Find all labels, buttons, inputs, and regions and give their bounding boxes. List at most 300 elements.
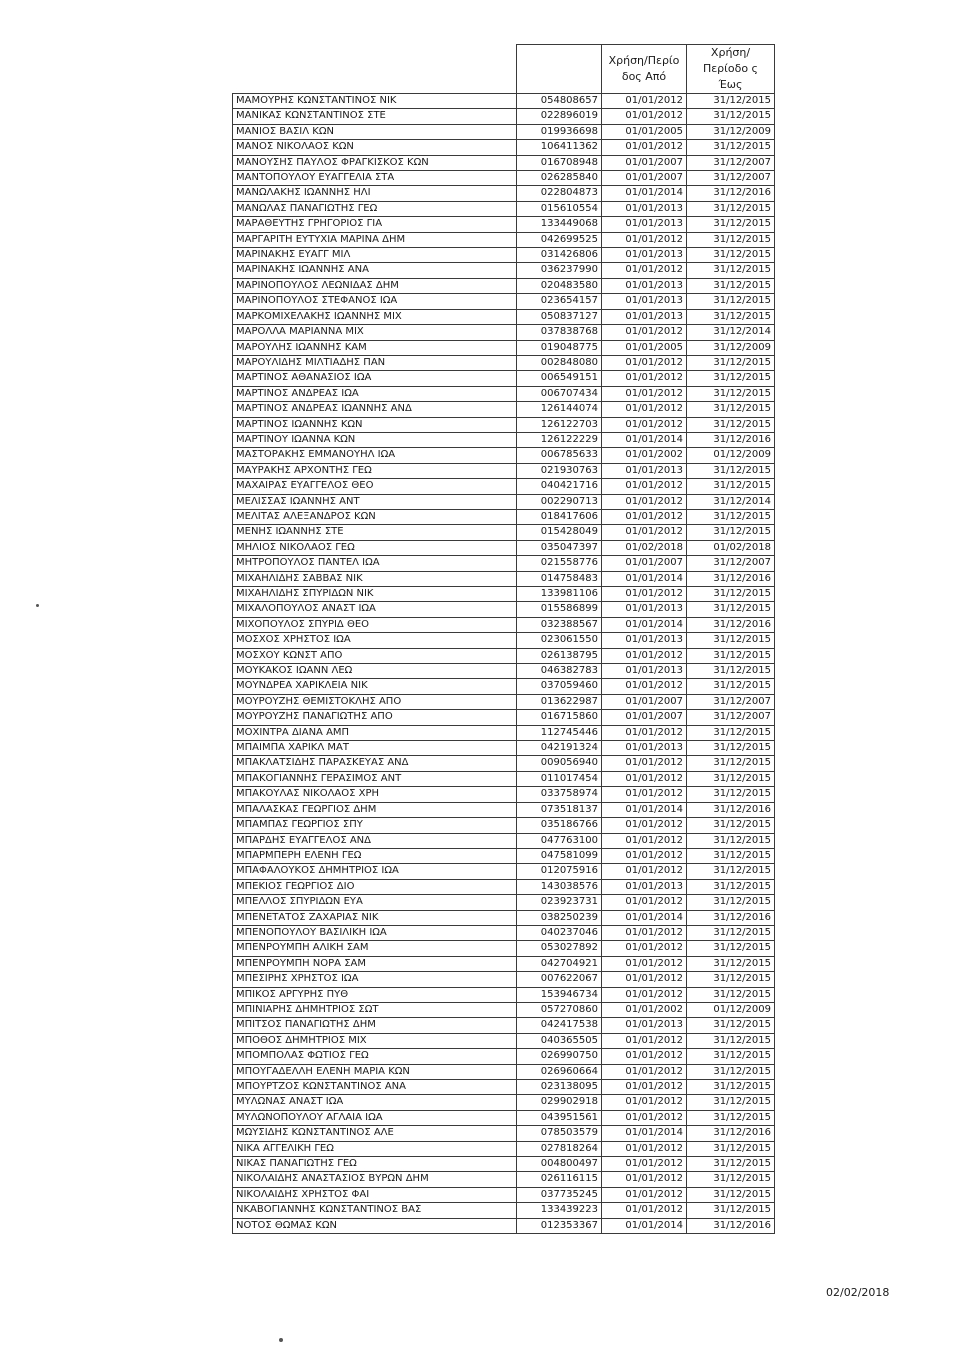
- period-to-cell: 31/12/2015: [687, 741, 775, 756]
- name-cell: ΜΟΧΙΝΤΡΑ ΔΙΑΝΑ ΑΜΠ: [233, 725, 517, 740]
- period-from-cell: 01/01/2013: [602, 294, 687, 309]
- name-cell: ΜΑΡΟΥΛΙΔΗΣ ΜΙΛΤΙΑΔΗΣ ΠΑΝ: [233, 355, 517, 370]
- period-from-cell: 01/01/2012: [602, 355, 687, 370]
- table-row: [233, 987, 775, 1002]
- table-row: [233, 1018, 775, 1033]
- period-from-cell: 01/01/2012: [602, 371, 687, 386]
- period-from-cell: 01/01/2012: [602, 109, 687, 124]
- name-cell: ΝΙΚΑ ΑΓΓΕΛΙΚΗ ΓΕΩ: [233, 1141, 517, 1156]
- table-row: [233, 1157, 775, 1172]
- name-cell: ΜΠΑΡΜΠΕΡΗ ΕΛΕΝΗ ΓΕΩ: [233, 848, 517, 863]
- table-row: [233, 309, 775, 324]
- name-cell: ΜΠΑΦΑΛΟΥΚΟΣ ΔΗΜΗΤΡΙΟΣ ΙΩΑ: [233, 864, 517, 879]
- table-row: [233, 818, 775, 833]
- code-cell: 035186766: [517, 818, 602, 833]
- name-cell: ΜΕΛΙΣΣΑΣ ΙΩΑΝΝΗΣ ΑΝΤ: [233, 494, 517, 509]
- table-row: [233, 895, 775, 910]
- code-cell: 012075916: [517, 864, 602, 879]
- code-cell: 047581099: [517, 848, 602, 863]
- table-row: [233, 1095, 775, 1110]
- table-row: [233, 833, 775, 848]
- table-row: [233, 263, 775, 278]
- period-from-cell: 01/01/2012: [602, 1049, 687, 1064]
- code-cell: 016708948: [517, 155, 602, 170]
- name-cell: ΝΚΑΒΟΓΙΑΝΝΗΣ ΚΩΝΣΤΑΝΤΙΝΟΣ ΒΑΣ: [233, 1203, 517, 1218]
- code-cell: 126122229: [517, 432, 602, 447]
- period-from-cell: 01/01/2013: [602, 664, 687, 679]
- code-cell: 021558776: [517, 556, 602, 571]
- period-from-cell: 01/01/2012: [602, 1064, 687, 1079]
- period-from-cell: 01/01/2014: [602, 1218, 687, 1233]
- period-from-cell: 01/01/2012: [602, 1172, 687, 1187]
- period-to-cell: 31/12/2015: [687, 94, 775, 109]
- period-to-cell: 31/12/2015: [687, 525, 775, 540]
- name-cell: ΜΑΡΤΙΝΟΣ ΙΩΑΝΝΗΣ ΚΩΝ: [233, 417, 517, 432]
- period-from-cell: 01/01/2014: [602, 910, 687, 925]
- code-cell: 006785633: [517, 448, 602, 463]
- period-to-cell: 31/12/2016: [687, 186, 775, 201]
- period-to-cell: 31/12/2015: [687, 371, 775, 386]
- period-to-cell: 31/12/2015: [687, 664, 775, 679]
- name-cell: ΜΑΥΡΑΚΗΣ ΑΡΧΟΝΤΗΣ ΓΕΩ: [233, 463, 517, 478]
- table-row: [233, 1080, 775, 1095]
- table-row: [233, 956, 775, 971]
- table-row: [233, 94, 775, 109]
- name-cell: ΜΕΛΙΤΑΣ ΑΛΕΞΑΝΔΡΟΣ ΚΩΝ: [233, 509, 517, 524]
- name-cell: ΜΠΕΝΕΤΑΤΟΣ ΖΑΧΑΡΙΑΣ ΝΙΚ: [233, 910, 517, 925]
- period-to-cell: 31/12/2015: [687, 956, 775, 971]
- period-to-cell: 31/12/2015: [687, 278, 775, 293]
- code-cell: 050837127: [517, 309, 602, 324]
- table-row: [233, 1126, 775, 1141]
- name-cell: ΜΠΑΡΔΗΣ ΕΥΑΓΓΕΛΟΣ ΑΝΔ: [233, 833, 517, 848]
- code-cell: 073518137: [517, 802, 602, 817]
- table-row: [233, 525, 775, 540]
- period-from-cell: 01/01/2012: [602, 679, 687, 694]
- name-cell: ΜΑΡΚΟΜΙΧΕΛΑΚΗΣ ΙΩΑΝΝΗΣ ΜΙΧ: [233, 309, 517, 324]
- table-row: [233, 186, 775, 201]
- period-to-cell: 31/12/2015: [687, 925, 775, 940]
- name-cell: ΝΟΤΟΣ ΘΩΜΑΣ ΚΩΝ: [233, 1218, 517, 1233]
- code-cell: 037059460: [517, 679, 602, 694]
- period-to-cell: 31/12/2015: [687, 1033, 775, 1048]
- code-cell: 040421716: [517, 479, 602, 494]
- period-from-cell: 01/01/2014: [602, 571, 687, 586]
- table-row: [233, 325, 775, 340]
- period-to-cell: 31/12/2015: [687, 417, 775, 432]
- period-from-cell: 01/01/2012: [602, 494, 687, 509]
- code-cell: 043951561: [517, 1110, 602, 1125]
- code-cell: 046382783: [517, 664, 602, 679]
- period-to-cell: 31/12/2015: [687, 818, 775, 833]
- period-from-cell: 01/01/2007: [602, 694, 687, 709]
- name-cell: ΜΠΑΚΟΥΛΑΣ ΝΙΚΟΛΑΟΣ ΧΡΗ: [233, 787, 517, 802]
- period-to-cell: 31/12/2015: [687, 679, 775, 694]
- period-to-cell: 31/12/2015: [687, 1064, 775, 1079]
- name-cell: ΜΑΡΙΝΟΠΟΥΛΟΣ ΣΤΕΦΑΝΟΣ ΙΩΑ: [233, 294, 517, 309]
- period-to-cell: 31/12/2015: [687, 1049, 775, 1064]
- period-from-cell: 01/01/2012: [602, 479, 687, 494]
- period-to-cell: 31/12/2015: [687, 201, 775, 216]
- name-cell: ΜΑΝΟΣ ΝΙΚΟΛΑΟΣ ΚΩΝ: [233, 140, 517, 155]
- name-cell: ΜΑΡΟΛΛΑ ΜΑΡΙΑΝΝΑ ΜΙΧ: [233, 325, 517, 340]
- period-from-cell: 01/01/2014: [602, 802, 687, 817]
- period-to-cell: 31/12/2015: [687, 1157, 775, 1172]
- table-row: [233, 1187, 775, 1202]
- code-cell: 035047397: [517, 540, 602, 555]
- code-cell: 027818264: [517, 1141, 602, 1156]
- name-cell: ΜΠΑΚΟΓΙΑΝΝΗΣ ΓΕΡΑΣΙΜΟΣ ΑΝΤ: [233, 771, 517, 786]
- table-row: [233, 756, 775, 771]
- name-cell: ΜΟΥΝΔΡΕΑ ΧΑΡΙΚΛΕΙΑ ΝΙΚ: [233, 679, 517, 694]
- name-cell: ΜΠΕΚΙΟΣ ΓΕΩΡΓΙΟΣ ΔΙΟ: [233, 879, 517, 894]
- table-row: [233, 633, 775, 648]
- name-cell: ΜΠΙΚΟΣ ΑΡΓΥΡΗΣ ΠΥΘ: [233, 987, 517, 1002]
- period-to-cell: 31/12/2015: [687, 479, 775, 494]
- period-to-cell: 31/12/2015: [687, 217, 775, 232]
- period-from-cell: 01/01/2013: [602, 633, 687, 648]
- period-to-cell: 31/12/2015: [687, 294, 775, 309]
- code-cell: 026960664: [517, 1064, 602, 1079]
- table-row: [233, 448, 775, 463]
- code-cell: 023061550: [517, 633, 602, 648]
- code-cell: 037735245: [517, 1187, 602, 1202]
- period-to-cell: 31/12/2015: [687, 509, 775, 524]
- document-date: 02/02/2018: [826, 1286, 890, 1299]
- period-to-cell: 31/12/2015: [687, 864, 775, 879]
- code-cell: 037838768: [517, 325, 602, 340]
- name-cell: ΜΟΥΚΑΚΟΣ ΙΩΑΝΝ ΛΕΩ: [233, 664, 517, 679]
- scan-speck: [279, 1338, 283, 1342]
- name-cell: ΜΑΡΑΘΕΥΤΗΣ ΓΡΗΓΟΡΙΟΣ ΓΙΑ: [233, 217, 517, 232]
- period-from-cell: 01/01/2005: [602, 340, 687, 355]
- code-cell: 002848080: [517, 355, 602, 370]
- period-from-cell: 01/01/2014: [602, 617, 687, 632]
- code-cell: 023654157: [517, 294, 602, 309]
- period-to-cell: 01/12/2009: [687, 1002, 775, 1017]
- period-from-cell: 01/01/2012: [602, 232, 687, 247]
- period-to-cell: 31/12/2015: [687, 309, 775, 324]
- code-cell: 042191324: [517, 741, 602, 756]
- table-row: [233, 556, 775, 571]
- period-from-cell: 01/01/2012: [602, 140, 687, 155]
- table-row: [233, 371, 775, 386]
- name-cell: ΜΠΙΤΣΟΣ ΠΑΝΑΓΙΩΤΗΣ ΔΗΜ: [233, 1018, 517, 1033]
- period-to-cell: 31/12/2007: [687, 710, 775, 725]
- code-cell: 023138095: [517, 1080, 602, 1095]
- table-row: [233, 217, 775, 232]
- table-row: [233, 648, 775, 663]
- table-row: [233, 417, 775, 432]
- table-row: [233, 155, 775, 170]
- code-cell: 007622067: [517, 972, 602, 987]
- name-cell: ΜΑΡΤΙΝΟΣ ΑΘΑΝΑΣΙΟΣ ΙΩΑ: [233, 371, 517, 386]
- period-from-cell: 01/01/2012: [602, 402, 687, 417]
- code-cell: 019936698: [517, 124, 602, 139]
- header-period-to: Χρήση/Περίοδο ς Έως: [687, 45, 775, 94]
- code-cell: 002290713: [517, 494, 602, 509]
- name-cell: ΜΠΑΙΜΠΑ ΧΑΡΙΚΛ ΜΑΤ: [233, 741, 517, 756]
- period-to-cell: 31/12/2015: [687, 1172, 775, 1187]
- code-cell: 038250239: [517, 910, 602, 925]
- period-to-cell: 31/12/2016: [687, 1218, 775, 1233]
- period-to-cell: 31/12/2015: [687, 787, 775, 802]
- table-row: [233, 386, 775, 401]
- name-cell: ΜΠΕΛΛΟΣ ΣΠΥΡΙΔΩΝ ΕΥΑ: [233, 895, 517, 910]
- code-cell: 019048775: [517, 340, 602, 355]
- period-from-cell: 01/01/2007: [602, 171, 687, 186]
- period-to-cell: 31/12/2015: [687, 140, 775, 155]
- table-row: [233, 664, 775, 679]
- table-row: [233, 1033, 775, 1048]
- table-row: [233, 140, 775, 155]
- period-to-cell: 31/12/2015: [687, 879, 775, 894]
- code-cell: 042704921: [517, 956, 602, 971]
- table-row: [233, 402, 775, 417]
- name-cell: ΜΙΧΑΛΟΠΟΥΛΟΣ ΑΝΑΣΤ ΙΩΑ: [233, 602, 517, 617]
- period-to-cell: 31/12/2015: [687, 386, 775, 401]
- period-from-cell: 01/01/2012: [602, 818, 687, 833]
- period-to-cell: 31/12/2015: [687, 1203, 775, 1218]
- period-from-cell: 01/01/2012: [602, 756, 687, 771]
- code-cell: 026990750: [517, 1049, 602, 1064]
- period-from-cell: 01/01/2007: [602, 155, 687, 170]
- period-from-cell: 01/01/2014: [602, 186, 687, 201]
- code-cell: 029902918: [517, 1095, 602, 1110]
- table-row: [233, 725, 775, 740]
- code-cell: 026285840: [517, 171, 602, 186]
- name-cell: ΜΠΕΝΡΟΥΜΠΗ ΝΟΡΑ ΣΑΜ: [233, 956, 517, 971]
- table-row: [233, 340, 775, 355]
- name-cell: ΜΑΜΟΥΡΗΣ ΚΩΝΣΤΑΝΤΙΝΟΣ ΝΙΚ: [233, 94, 517, 109]
- period-from-cell: 01/01/2012: [602, 848, 687, 863]
- header-code: [517, 45, 602, 94]
- name-cell: ΜΑΣΤΟΡΑΚΗΣ ΕΜΜΑΝΟΥΗΛ ΙΩΑ: [233, 448, 517, 463]
- code-cell: 012353367: [517, 1218, 602, 1233]
- table-row: [233, 1203, 775, 1218]
- period-from-cell: 01/01/2012: [602, 864, 687, 879]
- period-to-cell: 31/12/2016: [687, 617, 775, 632]
- code-cell: 033758974: [517, 787, 602, 802]
- period-to-cell: 31/12/2007: [687, 155, 775, 170]
- table-row: [233, 248, 775, 263]
- period-to-cell: 31/12/2009: [687, 124, 775, 139]
- name-cell: ΜΠΙΝΙΑΡΗΣ ΔΗΜΗΤΡΙΟΣ ΣΩΤ: [233, 1002, 517, 1017]
- period-from-cell: 01/01/2012: [602, 833, 687, 848]
- name-cell: ΜΑΝΤΟΠΟΥΛΟΥ ΕΥΑΓΓΕΛΙΑ ΣΤΑ: [233, 171, 517, 186]
- name-cell: ΝΙΚΟΛΑΙΔΗΣ ΧΡΗΣΤΟΣ ΦΑΙ: [233, 1187, 517, 1202]
- period-from-cell: 01/01/2012: [602, 895, 687, 910]
- period-from-cell: 01/01/2013: [602, 463, 687, 478]
- table-row: [233, 1110, 775, 1125]
- table-row: [233, 494, 775, 509]
- code-cell: 023923731: [517, 895, 602, 910]
- name-cell: ΜΙΧΑΗΛΙΔΗΣ ΣΠΥΡΙΔΩΝ ΝΙΚ: [233, 587, 517, 602]
- code-cell: 133439223: [517, 1203, 602, 1218]
- code-cell: 106411362: [517, 140, 602, 155]
- period-from-cell: 01/01/2012: [602, 771, 687, 786]
- header-name: [233, 45, 517, 94]
- period-from-cell: 01/01/2013: [602, 741, 687, 756]
- name-cell: ΜΟΥΡΟΥΖΗΣ ΠΑΝΑΓΙΩΤΗΣ ΑΠΟ: [233, 710, 517, 725]
- period-to-cell: 31/12/2015: [687, 972, 775, 987]
- period-from-cell: 01/01/2012: [602, 587, 687, 602]
- name-cell: ΜΥΛΩΝΟΠΟΥΛΟΥ ΑΓΛΑΙΑ ΙΩΑ: [233, 1110, 517, 1125]
- name-cell: ΜΠΕΝΡΟΥΜΠΗ ΑΛΙΚΗ ΣΑΜ: [233, 941, 517, 956]
- code-cell: 143038576: [517, 879, 602, 894]
- period-to-cell: 31/12/2015: [687, 1110, 775, 1125]
- table-row: [233, 1218, 775, 1233]
- table-row: [233, 602, 775, 617]
- table-row: [233, 771, 775, 786]
- name-cell: ΜΑΡΟΥΛΗΣ ΙΩΑΝΝΗΣ ΚΑΜ: [233, 340, 517, 355]
- period-from-cell: 01/01/2013: [602, 248, 687, 263]
- name-cell: ΜΠΕΝΟΠΟΥΛΟΥ ΒΑΣΙΛΙΚΗ ΙΩΑ: [233, 925, 517, 940]
- table-row: [233, 941, 775, 956]
- table-row: [233, 278, 775, 293]
- code-cell: 006549151: [517, 371, 602, 386]
- code-cell: 022804873: [517, 186, 602, 201]
- table-row: [233, 1172, 775, 1187]
- period-from-cell: 01/01/2012: [602, 925, 687, 940]
- code-cell: 021930763: [517, 463, 602, 478]
- period-from-cell: 01/01/2012: [602, 1095, 687, 1110]
- period-from-cell: 01/01/2012: [602, 525, 687, 540]
- period-from-cell: 01/01/2013: [602, 602, 687, 617]
- table-row: [233, 787, 775, 802]
- code-cell: 018417606: [517, 509, 602, 524]
- name-cell: ΜΕΝΗΣ ΙΩΑΝΝΗΣ ΣΤΕ: [233, 525, 517, 540]
- period-from-cell: 01/01/2012: [602, 94, 687, 109]
- code-cell: 031426806: [517, 248, 602, 263]
- name-cell: ΜΗΤΡΟΠΟΥΛΟΣ ΠΑΝΤΕΛ ΙΩΑ: [233, 556, 517, 571]
- code-cell: 013622987: [517, 694, 602, 709]
- name-cell: ΜΟΣΧΟΣ ΧΡΗΣΤΟΣ ΙΩΑ: [233, 633, 517, 648]
- period-to-cell: 31/12/2016: [687, 802, 775, 817]
- period-to-cell: 31/12/2014: [687, 494, 775, 509]
- period-from-cell: 01/01/2013: [602, 309, 687, 324]
- period-to-cell: 31/12/2016: [687, 571, 775, 586]
- period-to-cell: 31/12/2015: [687, 1187, 775, 1202]
- table-row: [233, 879, 775, 894]
- period-to-cell: 31/12/2015: [687, 941, 775, 956]
- period-to-cell: 31/12/2015: [687, 1141, 775, 1156]
- code-cell: 016715860: [517, 710, 602, 725]
- name-cell: ΜΠΟΥΡΤΖΟΣ ΚΩΝΣΤΑΝΤΙΝΟΣ ΑΝΑ: [233, 1080, 517, 1095]
- period-to-cell: 31/12/2015: [687, 725, 775, 740]
- code-cell: 022896019: [517, 109, 602, 124]
- table-row: [233, 741, 775, 756]
- period-from-cell: 01/01/2007: [602, 556, 687, 571]
- name-cell: ΝΙΚΑΣ ΠΑΝΑΓΙΩΤΗΣ ΓΕΩ: [233, 1157, 517, 1172]
- period-to-cell: 31/12/2015: [687, 109, 775, 124]
- name-cell: ΜΙΧΟΠΟΥΛΟΣ ΣΠΥΡΙΔ ΘΕΟ: [233, 617, 517, 632]
- table-body: [233, 94, 775, 1234]
- period-to-cell: 31/12/2015: [687, 633, 775, 648]
- name-cell: ΜΠΑΜΠΑΣ ΓΕΩΡΓΙΟΣ ΣΠΥ: [233, 818, 517, 833]
- code-cell: 053027892: [517, 941, 602, 956]
- period-from-cell: 01/01/2005: [602, 124, 687, 139]
- period-from-cell: 01/01/2012: [602, 1141, 687, 1156]
- table-row: [233, 848, 775, 863]
- table-row: [233, 294, 775, 309]
- table-row: [233, 509, 775, 524]
- name-cell: ΜΑΡΤΙΝΟΣ ΑΝΔΡΕΑΣ ΙΩΑΝΝΗΣ ΑΝΔ: [233, 402, 517, 417]
- table-row: [233, 910, 775, 925]
- period-from-cell: 01/01/2002: [602, 448, 687, 463]
- name-cell: ΜΠΟΥΓΑΔΕΛΛΗ ΕΛΕΝΗ ΜΑΡΙΑ ΚΩΝ: [233, 1064, 517, 1079]
- period-to-cell: 31/12/2007: [687, 694, 775, 709]
- period-to-cell: 31/12/2015: [687, 848, 775, 863]
- name-cell: ΜΥΛΩΝΑΣ ΑΝΑΣΤ ΙΩΑ: [233, 1095, 517, 1110]
- table-row: [233, 972, 775, 987]
- period-to-cell: 31/12/2015: [687, 648, 775, 663]
- name-cell: ΜΑΡΤΙΝΟΥ ΙΩΑΝΝΑ ΚΩΝ: [233, 432, 517, 447]
- table-row: [233, 109, 775, 124]
- period-from-cell: 01/01/2013: [602, 1018, 687, 1033]
- period-to-cell: 31/12/2015: [687, 232, 775, 247]
- period-from-cell: 01/01/2012: [602, 1033, 687, 1048]
- period-from-cell: 01/01/2007: [602, 710, 687, 725]
- name-cell: ΜΟΣΧΟΥ ΚΩΝΣΤ ΑΠΟ: [233, 648, 517, 663]
- period-from-cell: 01/01/2012: [602, 1187, 687, 1202]
- period-from-cell: 01/01/2012: [602, 941, 687, 956]
- period-from-cell: 01/01/2014: [602, 432, 687, 447]
- table-row: [233, 802, 775, 817]
- table-row: [233, 479, 775, 494]
- code-cell: 026116115: [517, 1172, 602, 1187]
- name-cell: ΜΠΟΜΠΟΛΑΣ ΦΩΤΙΟΣ ΓΕΩ: [233, 1049, 517, 1064]
- period-to-cell: 31/12/2007: [687, 556, 775, 571]
- period-from-cell: 01/01/2013: [602, 217, 687, 232]
- period-from-cell: 01/01/2002: [602, 1002, 687, 1017]
- table-header-row: [233, 45, 775, 94]
- period-from-cell: 01/01/2013: [602, 278, 687, 293]
- period-to-cell: 31/12/2015: [687, 756, 775, 771]
- period-to-cell: 31/12/2015: [687, 263, 775, 278]
- period-to-cell: 31/12/2015: [687, 771, 775, 786]
- header-period-from: Χρήση/Περίο δος Από: [602, 45, 687, 94]
- code-cell: 133449068: [517, 217, 602, 232]
- code-cell: 026138795: [517, 648, 602, 663]
- name-cell: ΜΠΑΛΑΣΚΑΣ ΓΕΩΡΓΙΟΣ ΔΗΜ: [233, 802, 517, 817]
- period-to-cell: 31/12/2015: [687, 463, 775, 478]
- table-row: [233, 232, 775, 247]
- period-from-cell: 01/01/2012: [602, 417, 687, 432]
- code-cell: 054808657: [517, 94, 602, 109]
- code-cell: 032388567: [517, 617, 602, 632]
- table-row: [233, 1002, 775, 1017]
- period-to-cell: 31/12/2015: [687, 833, 775, 848]
- period-from-cell: 01/01/2012: [602, 987, 687, 1002]
- name-cell: ΜΙΧΑΗΛΙΔΗΣ ΣΑΒΒΑΣ ΝΙΚ: [233, 571, 517, 586]
- name-cell: ΝΙΚΟΛΑΙΔΗΣ ΑΝΑΣΤΑΣΙΟΣ ΒΥΡΩΝ ΔΗΜ: [233, 1172, 517, 1187]
- code-cell: 057270860: [517, 1002, 602, 1017]
- code-cell: 040365505: [517, 1033, 602, 1048]
- table-row: [233, 679, 775, 694]
- table-row: [233, 617, 775, 632]
- name-cell: ΜΠΟΘΟΣ ΔΗΜΗΤΡΙΟΣ ΜΙΧ: [233, 1033, 517, 1048]
- period-from-cell: 01/01/2012: [602, 386, 687, 401]
- period-to-cell: 31/12/2007: [687, 171, 775, 186]
- period-to-cell: 31/12/2014: [687, 325, 775, 340]
- code-cell: 011017454: [517, 771, 602, 786]
- table-row: [233, 925, 775, 940]
- name-cell: ΜΑΡΙΝΟΠΟΥΛΟΣ ΛΕΩΝΙΔΑΣ ΔΗΜ: [233, 278, 517, 293]
- period-from-cell: 01/01/2014: [602, 1126, 687, 1141]
- name-cell: ΜΑΡΓΑΡΙΤΗ ΕΥΤΥΧΙΑ ΜΑΡΙΝΑ ΔΗΜ: [233, 232, 517, 247]
- table-row: [233, 171, 775, 186]
